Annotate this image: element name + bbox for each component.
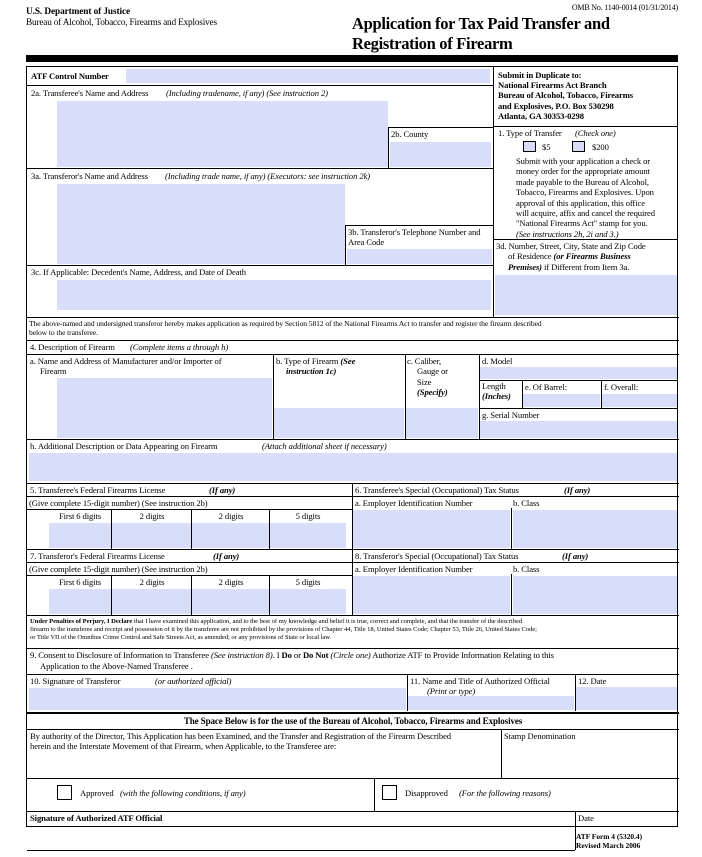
item5-hint: (If any) <box>209 485 236 495</box>
item4a-label <box>30 356 273 377</box>
rule-item7-cols <box>27 575 352 576</box>
divider-stamp <box>501 729 502 778</box>
header-rule <box>26 55 678 62</box>
item1-instr-2: money order for the appropriate amount <box>516 166 650 177</box>
item9-hint1: (See instruction 8) <box>211 650 273 660</box>
rule-item4-bottom <box>27 439 679 440</box>
agency-bureau: Bureau of Alcohol, Tobacco, Firearms and Explosives <box>26 18 217 28</box>
item3c-input[interactable] <box>57 280 491 310</box>
control-number-label: ATF Control Number <box>31 71 109 81</box>
item3b-label <box>348 227 493 248</box>
item7-col-0: First 6 digits <box>58 577 102 587</box>
item3a-hint: (Including trade name, if any) (Executors: see instruction 2k) <box>165 171 371 181</box>
rule-phone-top <box>345 225 493 226</box>
attestation-line1: The above-named and undersigned transferor hereby makes application as required by Section 5812 of the National Firearms Act to transfer and register the firearm described <box>29 319 542 328</box>
item7-hint: (If any) <box>213 551 240 561</box>
atf-date-label: Date <box>578 813 594 823</box>
submit-line-3: Bureau of Alcohol, Tobacco, Firearms <box>498 90 634 101</box>
item9-line1 <box>30 650 676 661</box>
approved-label: Approved <box>80 788 114 798</box>
item8-hint: (If any) <box>562 551 589 561</box>
item1-instructions <box>516 156 681 239</box>
divider-county-left <box>388 127 389 168</box>
item4b-text: b. Type of Firearm <box>276 356 339 366</box>
checkbox-transfer-200[interactable] <box>572 141 585 152</box>
submit-line-2: National Firearms Act Branch <box>498 80 607 91</box>
item4b-label <box>276 356 404 377</box>
item11-hint: (Print or type) <box>427 686 476 696</box>
item3d-line3-b: if Different from Item 3a. <box>544 261 630 272</box>
rule-item4-header <box>27 354 679 355</box>
rule-item8-sub <box>352 562 679 563</box>
item4b-hint1: (See <box>340 356 356 366</box>
rule-item5-sub <box>27 496 352 497</box>
item3d-line3-a: Premises) <box>508 261 542 272</box>
checkbox-disapproved[interactable] <box>382 785 397 800</box>
disapproved-label: Disapproved <box>405 788 448 798</box>
stamp-denomination-input[interactable] <box>503 743 677 776</box>
perjury-statement <box>30 618 676 642</box>
submit-duplicate-block <box>498 70 678 121</box>
item7-input-2[interactable] <box>192 589 269 614</box>
authority-text <box>30 731 498 752</box>
attestation-text <box>29 319 679 337</box>
rule-atf-sig-bottom <box>27 850 575 851</box>
item12-date-input[interactable] <box>576 687 677 710</box>
item8a-label: a. Employer Identification Number <box>355 564 473 574</box>
item4e-label: e. Of Barrel: <box>525 382 567 392</box>
item6b-input[interactable] <box>513 510 677 548</box>
item9-text2: . I <box>272 650 280 660</box>
item5-col-2: 2 digits <box>218 511 244 521</box>
item2a-label: 2a. Transferee's Name and Address <box>31 88 149 98</box>
item4c-line2: Gauge or <box>417 366 448 377</box>
item7-input-0[interactable] <box>49 589 111 614</box>
page-title-line1: Application for Tax Paid Transfer and <box>352 14 610 33</box>
item4h-input[interactable] <box>29 453 677 481</box>
rule-county-top <box>388 127 493 128</box>
item3d-label <box>496 241 678 272</box>
item4d-label: d. Model <box>482 356 513 366</box>
rule-item6-bottom <box>352 549 679 550</box>
item5-input-3[interactable] <box>270 523 346 548</box>
item8b-label: b. Class <box>513 564 540 574</box>
rule-submit-panel <box>493 126 678 127</box>
item1-option-200-label: $200 <box>592 142 609 152</box>
item6b-label: b. Class <box>513 498 540 508</box>
rule-item7-sub <box>27 562 352 563</box>
rule-item9-bottom <box>27 674 679 675</box>
perjury-line1 <box>30 618 676 626</box>
submit-line-1: Submit in Duplicate to: <box>498 70 582 80</box>
form-number: ATF Form 4 (5320.4) <box>576 832 643 841</box>
item5-label: 5. Transferee's Federal Firearms License <box>30 485 166 495</box>
divider-phone-left <box>345 225 346 265</box>
item1-option-5-label: $5 <box>542 142 551 152</box>
item4f-input[interactable] <box>602 394 677 407</box>
item8-label: 8. Transferor's Special (Occupational) Tax Status <box>355 551 519 561</box>
perjury-text1: that I have examined this application, and to the best of my knowledge and belief it is true, correct and complete, and that the transfer of the described <box>133 618 523 625</box>
authority-line1: By authority of the Director, This Application has been Examined, and the Transfer and Registration of the Firearm Described <box>30 731 451 741</box>
rule-item4h-bottom <box>27 483 679 484</box>
item1-instr-8: (See instructions 2h, 2i and 3.) <box>516 228 619 239</box>
item4-hint: (Complete items a through h) <box>130 342 229 352</box>
item4b-hint2: instruction 1c) <box>286 366 337 377</box>
item1-label: 1. Type of Transfer <box>498 128 562 138</box>
disapproved-hint: (For the following reasons) <box>459 788 551 798</box>
rule-signatures-bottom <box>27 712 679 714</box>
item1-instr-1: Submit with your application a check or <box>516 156 651 166</box>
item4b-line1 <box>276 356 404 366</box>
length-line1: Length <box>482 381 506 391</box>
item4a-line1: a. Name and Address of Manufacturer and/or Importer of <box>30 356 222 366</box>
item12-label: 12. Date <box>578 676 607 686</box>
rule-item6-sub <box>352 496 679 497</box>
item1-instr-7: "National Firearms Act" stamp for you. <box>516 218 648 229</box>
item2b-label: 2b. County <box>391 129 429 139</box>
approved-hint: (with the following conditions, if any) <box>120 788 246 798</box>
item5-col-3: 5 digits <box>295 511 321 521</box>
item7-col-1: 2 digits <box>139 577 165 587</box>
item2a-hint: (Including tradename, if any) (See instruction 2) <box>166 88 328 98</box>
agency-block <box>26 7 217 28</box>
item3b-line2: Area Code <box>348 237 385 248</box>
item2a-input[interactable] <box>57 101 388 167</box>
item9-do-not[interactable]: Do Not <box>302 650 329 660</box>
submit-line-4: and Explosives, P.O. Box 530298 <box>498 100 614 111</box>
item6-hint: (If any) <box>564 485 591 495</box>
item10-hint: (or authorized official) <box>155 676 232 686</box>
item8b-input[interactable] <box>513 576 677 614</box>
rule-item5-bottom <box>27 549 352 550</box>
atf-signature-input[interactable] <box>29 824 573 848</box>
item7-col-3: 5 digits <box>295 577 321 587</box>
item11-label: 11. Name and Title of Authorized Official <box>410 676 550 686</box>
agency-department: U.S. Department of Justice <box>26 7 131 17</box>
perjury-line3: or Title VII of the Omnibus Crime Control and Safe Streets Act, as amended; or any provisions of State or local law. <box>30 634 332 642</box>
rule-approve-bottom <box>27 811 679 812</box>
item3d-input[interactable] <box>495 275 677 315</box>
item6a-label: a. Employer Identification Number <box>355 498 473 508</box>
atf-use-banner: The Space Below is for the use of the Bureau of Alcohol, Tobacco, Firearms and Explosives <box>183 716 523 726</box>
item5-col-1: 2 digits <box>139 511 165 521</box>
attestation-line2: below to the transferee. <box>29 328 98 337</box>
item1-instr-5: approval of this application, this office <box>516 197 645 208</box>
checkbox-approved[interactable] <box>57 785 72 800</box>
rule-model-bottom <box>479 380 677 381</box>
item10-signature-input[interactable] <box>29 688 406 710</box>
rule-banner-bottom <box>27 729 679 730</box>
item3a-label: 3a. Transferor's Name and Address <box>31 171 148 181</box>
item4f-label: f. Overall: <box>604 382 639 392</box>
item5-input-0[interactable] <box>49 523 111 548</box>
rule-control <box>27 85 493 86</box>
item9-block <box>30 650 676 672</box>
item1-instr-6: will acquire, affix and cancel the required <box>516 208 655 219</box>
page-title <box>352 14 682 54</box>
item6-label: 6. Transferee's Special (Occupational) Tax Status <box>355 485 519 495</box>
item7-input-1[interactable] <box>112 589 191 614</box>
item3d-line2-b: (or Firearms Business <box>553 251 631 262</box>
rule-item3a-bottom <box>27 265 493 266</box>
item3d-line1: 3d. Number, Street, City, State and Zip Code <box>496 241 646 251</box>
rule-section3-bottom <box>27 317 679 318</box>
item9-or: or <box>293 650 301 660</box>
item9-line2: Application to the Above-Named Transferee . <box>40 661 193 671</box>
rule-item1-bottom <box>493 239 678 240</box>
control-number-input[interactable] <box>126 69 490 83</box>
rule-length-bottom <box>479 408 677 409</box>
item10-label: 10. Signature of Transferor <box>30 676 121 686</box>
item7-input-3[interactable] <box>270 589 346 614</box>
item9-do[interactable]: Do <box>281 650 292 660</box>
form-body <box>26 66 678 827</box>
item4g-label: g. Serial Number <box>482 410 540 420</box>
rule-item5-cols <box>27 509 352 510</box>
item9-text1: 9. Consent to Disclosure of Information to Transferee <box>30 650 209 660</box>
item4c-line4: (Specify) <box>417 387 448 398</box>
item3b-line1: 3b. Transferor's Telephone Number and <box>348 227 481 237</box>
item4b-input[interactable] <box>274 408 404 438</box>
item1-instr-3: made payable to the Bureau of Alcohol, <box>516 176 649 187</box>
item4a-line2: Firearm <box>40 366 67 377</box>
item4h-label: h. Additional Description or Data Appearing on Firearm <box>30 441 218 451</box>
item1-hint: (Check one) <box>575 128 616 138</box>
length-label <box>482 382 524 401</box>
item1-instr-4: Tobacco, Firearms and Explosives. Upon <box>516 187 654 198</box>
item3d-line3 <box>508 262 678 272</box>
rule-authority-bottom <box>27 778 679 779</box>
rule-item2-bottom <box>27 168 493 169</box>
item5-sub: (Give complete 15-digit number) (See instruction 2b) <box>29 498 208 508</box>
item3b-input[interactable] <box>347 249 492 264</box>
item7-col-2: 2 digits <box>218 577 244 587</box>
stamp-denomination-label: Stamp Denomination <box>504 731 576 741</box>
divider-approve <box>374 778 375 811</box>
divider-item8-ab <box>511 574 512 615</box>
perjury-line2: firearm to the transferee and receipt and possession of it by the transferee are not prohibited by the provisions of Chapter 44, Title 18, United States Code; Chapter 53, Title 26, United States Code; <box>30 626 537 634</box>
length-line2: (Inches) <box>482 390 511 401</box>
item8a-input[interactable] <box>353 576 510 614</box>
form-revision: Revised March 2006 <box>576 841 641 850</box>
omb-number: OMB No. 1140-0014 (01/31/2014) <box>571 3 678 12</box>
item4a-input[interactable] <box>57 378 272 438</box>
item3d-line2 <box>496 251 678 261</box>
form-footer <box>576 832 642 850</box>
item4c-line3: Size <box>417 376 432 387</box>
rule-perjury-bottom <box>27 648 679 649</box>
item7-sub: (Give complete 15-digit number) (See instruction 2b) <box>29 564 208 574</box>
submit-line-5: Atlanta, GA 30353-0298 <box>498 110 584 121</box>
page-title-line2: Registration of Firearm <box>352 34 513 53</box>
item3a-input[interactable] <box>57 184 345 264</box>
item4c-label <box>407 356 477 398</box>
item7-label: 7. Transferor's Federal Firearms License <box>30 551 165 561</box>
item9-hint2: (Circle one) <box>330 650 371 660</box>
divider-right-col <box>493 67 494 317</box>
item9-text3: Authorize ATF to Provide Information Relating to this <box>372 650 554 660</box>
item5-input-1[interactable] <box>112 523 191 548</box>
item6a-input[interactable] <box>353 510 510 548</box>
item5-col-0: First 6 digits <box>58 511 102 521</box>
item4h-hint: (Attach additional sheet if necessary) <box>262 441 387 451</box>
authority-line2: herein and the Interstate Movement of that Firearm, when Applicable, to the Transferee are: <box>30 741 337 752</box>
item3c-label: 3c. If Applicable: Decedent's Name, Address, and Date of Death <box>31 267 246 277</box>
item3d-line2-a: of Residence <box>508 251 552 262</box>
rule-attest-bottom <box>27 340 679 341</box>
item4e-input[interactable] <box>523 394 600 407</box>
perjury-lead: Under Penalties of Perjury, I Declare <box>30 618 133 625</box>
item4c-input[interactable] <box>406 408 478 438</box>
item4c-line1: c. Caliber, <box>407 356 442 366</box>
item11-input[interactable] <box>408 696 574 710</box>
item4g-input[interactable] <box>480 421 677 438</box>
atf-signature-label: Signature of Authorized ATF Official <box>30 813 163 823</box>
item2b-input[interactable] <box>390 142 491 167</box>
item4-label: 4. Description of Firearm <box>30 342 115 352</box>
item4d-input[interactable] <box>480 367 677 379</box>
rule-licenses-bottom <box>27 615 679 616</box>
divider-item6-ab <box>511 508 512 549</box>
item5-input-2[interactable] <box>192 523 269 548</box>
checkbox-transfer-5[interactable] <box>523 141 536 152</box>
